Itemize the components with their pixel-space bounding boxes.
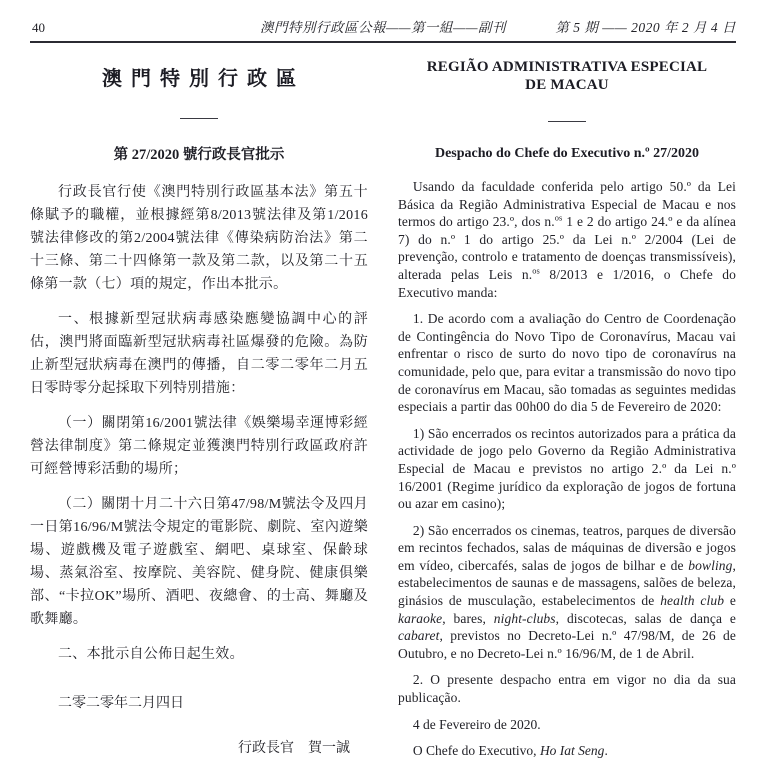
paragraph: （二）關閉十月二十六日第47/98/M號法令及四月一日第16/96/M號法令規定的電影院、劇院、室內遊樂場、遊戲機及電子遊戲室、網吧、桌球室、保齡球場、蒸氣浴室、按摩院、美容院、健身院、健康俱樂部、“卡拉OK”場所、酒吧、夜總會、的士高、舞廳及歌舞廳。 xyxy=(30,497,368,627)
paragraph: 1. De acordo com a avaliação do Centro de Coordenação de Contingência do Novo Tipo de Coronavírus, Macau vai enfrentar o risco de surto do novo tipo de coronavírus na comunidade, pelo que, para evitar a transmissão do novo tipo de coronavírus em Macau, são tomadas as seguintes medidas especiais a partir das 00h00 do dia 5 de Fevereiro de 2020: xyxy=(398,311,736,415)
date-line-chinese: 二零二零年二月四日 xyxy=(58,696,184,711)
signature-portuguese: O Chefe do Executivo, Ho Iat Seng. xyxy=(412,743,608,759)
running-header xyxy=(30,14,736,36)
portuguese-column xyxy=(398,50,736,759)
despacho-heading-chinese: 第 27/2020 號行政長官批示 xyxy=(113,147,285,163)
region-title-line1: REGIÃO ADMINISTRATIVA ESPECIAL xyxy=(426,59,708,75)
section-divider xyxy=(180,118,218,119)
date-line-portuguese: 4 de Fevereiro de 2020. xyxy=(412,716,541,732)
header-rule xyxy=(30,41,736,43)
issue-date: 第 5 期 —— 2020 年 2 月 4 日 xyxy=(555,20,736,35)
region-title-chinese: 澳門特別行政區 xyxy=(102,68,305,90)
paragraph: 一、根據新型冠狀病毒感染應變協調中心的評估，澳門將面臨新型冠狀病毒社區爆發的危險。為防止新型冠狀病毒在澳門的傳播，自二零二零年二月五日零時零分起採取下列特別措施： xyxy=(30,312,368,396)
paragraph: 二、本批示自公佈日起生效。 xyxy=(58,647,244,662)
two-column-body xyxy=(30,50,736,759)
paragraph: 1) São encerrados os recintos autorizados para a prática da actividade de jogo pelo Governo da Região Administrativa Especial de Macau e previstos no artigo 2.º da Lei n.º 16/2001 (Regime jurídico da exploração de jogos de fortuna ou azar em casino); xyxy=(398,425,736,512)
signature-chinese: 行政長官 賀一誠 xyxy=(238,741,350,756)
section-divider xyxy=(548,121,586,122)
despacho-heading-portuguese: Despacho do Chefe do Executivo n.º 27/2020 xyxy=(434,146,700,161)
region-title-line2: DE MACAU xyxy=(525,77,609,93)
paragraph: （一）關閉第16/2001號法律《娛樂場幸運博彩經營法律制度》第二條規定並獲澳門特別行政區政府許可經營博彩活動的場所； xyxy=(30,416,368,477)
paragraph: 行政長官行使《澳門特別行政區基本法》第五十條賦予的職權，並根據經第8/2013號法律及第1/2016號法律修改的第2/2004號法律《傳染病防治法》第二十三條、第二十四條第一款及第二款，以及第二十五條第一款（七）項的規定，作出本批示。 xyxy=(30,185,368,292)
paragraph: 2) São encerrados os cinemas, teatros, parques de diversão em recintos fechados, salas de máquinas de diversão e jogos em vídeo, cibercafés, salas de jogos de bilhar e de bowling, estabelecimentos de saunas e de massagens, salões de beleza, ginásios de musculação, estabelecimentos de health club e karaoke, bares, night-clubs, discotecas, salas de dança e cabaret, previstos no Decreto-Lei n.º 47/98/M, de 26 de Outubro, e no Decreto-Lei n.º 16/96/M, de 1 de Abril. xyxy=(398,522,736,661)
chinese-column xyxy=(30,50,368,756)
region-title-portuguese xyxy=(398,58,736,94)
paragraph: Usando da faculdade conferida pelo artigo 50.º da Lei Básica da Região Administrativa Especial de Macau e nos termos do artigo 23.º, dos n.$^{os}$ 1 e 2 do artigo 24.º e da alínea 7) do n.º 1 do artigo 25.º da Lei n.º 2/2004 (Lei de prevenção, controlo e tratamento de doenças transmissíveis), alterada pelas Leis n.$^{os}$ 8/2013 e 1/2016, o Chefe do Executivo manda: xyxy=(398,179,736,300)
gazette-title: 澳門特別行政區公報——第一組——副刊 xyxy=(259,20,506,35)
page-number: 40 xyxy=(32,20,45,35)
paragraph: 2. O presente despacho entra em vigor no dia da sua publicação. xyxy=(398,672,736,706)
